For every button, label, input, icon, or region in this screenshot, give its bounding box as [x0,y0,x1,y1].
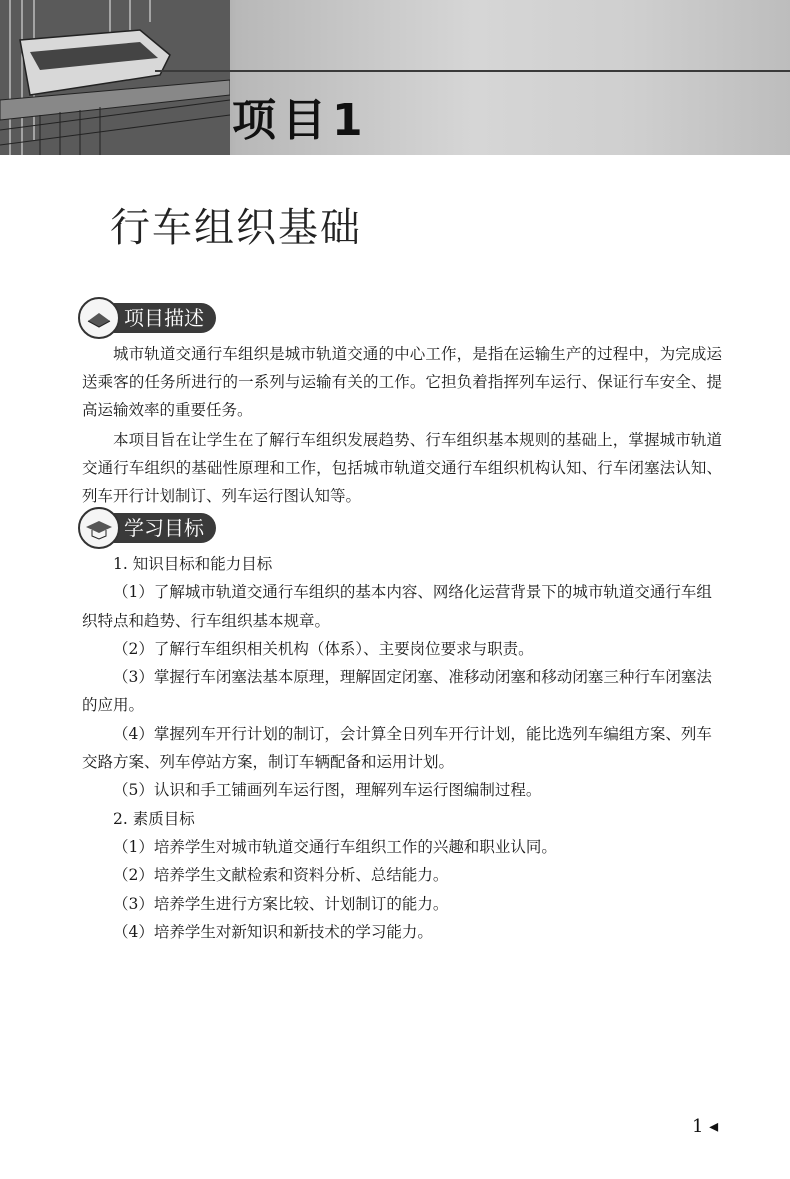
list-item: （4）掌握列车开行计划的制订，会计算全日列车开行计划，能比选列车编组方案、列车交路方案、列车停站方案，制订车辆配备和运用计划。 [82,724,712,772]
description-body [82,340,722,510]
list-item: （1）了解城市轨道交通行车组织的基本内容、网络化运营背景下的城市轨道交通行车组织特点和趋势、行车组织基本规章。 [82,583,712,630]
list-item: 1. 知识目标和能力目标 [113,555,273,573]
list-item: （3）掌握行车闭塞法基本原理，理解固定闭塞、准移动闭塞和移动闭塞三种行车闭塞法的应用。 [82,668,712,715]
section-heading-label: 学习目标 [114,513,216,543]
project-label: 项目1 [232,95,369,146]
list-item: （2）了解行车组织相关机构（体系）、主要岗位要求与职责。 [113,639,534,658]
banner-rule [155,70,790,72]
list-item: （4）培养学生对新知识和新技术的学习能力。 [113,922,433,941]
book-icon [78,297,120,339]
train-illustration [0,0,230,155]
objectives-list [82,550,722,946]
section-heading-objectives [78,508,216,548]
section-heading-description [78,298,216,338]
paragraph: 城市轨道交通行车组织是城市轨道交通的中心工作，是指在运输生产的过程中，为完成运送乘客的任务所进行的一系列与运输有关的工作。它担负着指挥列车运行、保证行车安全、提高运输效率的重要任务。 [82,345,722,419]
header-banner [0,0,790,155]
section-heading-label: 项目描述 [114,303,216,333]
list-item: 2. 素质目标 [113,809,195,828]
page-arrow-icon: ◂ [703,1116,719,1137]
chapter-title: 行车组织基础 [110,205,362,251]
list-item: （3）培养学生进行方案比较、计划制订的能力。 [113,894,449,913]
list-item: （2）培养学生文献检索和资料分析、总结能力。 [113,866,449,885]
list-item: （1）培养学生对城市轨道交通行车组织工作的兴趣和职业认同。 [113,837,557,856]
page-number-value: 1 [692,1116,704,1137]
paragraph: 本项目旨在让学生在了解行车组织发展趋势、行车组织基本规则的基础上，掌握城市轨道交通行车组织的基础性原理和工作，包括城市轨道交通行车组织机构认知、行车闭塞法认知、列车开行计划制订、列车运行图认知等。 [82,431,722,505]
graduation-cap-icon [78,507,120,549]
list-item: （5）认识和手工铺画列车运行图，理解列车运行图编制过程。 [113,781,542,800]
page-number [692,1116,718,1137]
